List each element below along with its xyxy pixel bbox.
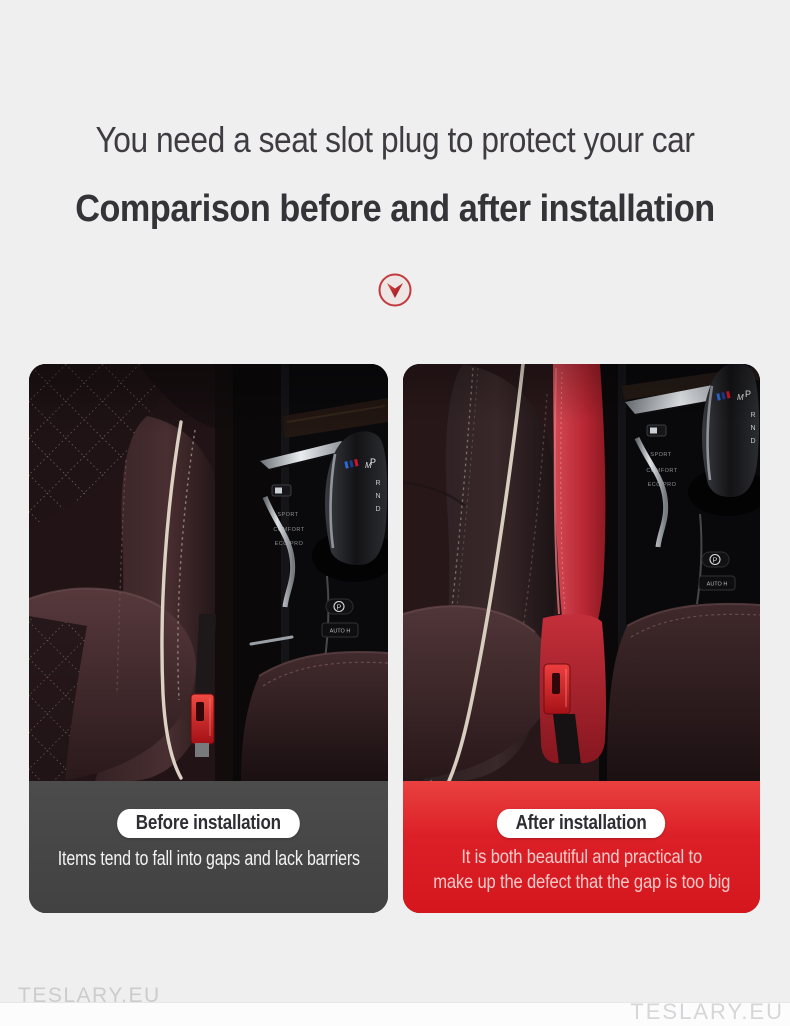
after-label: After installation	[515, 812, 648, 834]
before-label-pill	[117, 809, 299, 838]
sport-label: SPORT	[650, 452, 672, 458]
before-photo	[29, 364, 388, 781]
after-panel	[403, 364, 760, 913]
down-arrow-icon	[377, 272, 413, 308]
gear-n-label: N	[750, 425, 756, 432]
watermark-left: TESLARY.EU	[18, 984, 161, 1007]
eco-pro-label: ECO PRO	[647, 482, 677, 488]
sport-label: SPORT	[277, 512, 299, 518]
comparison-panels	[29, 364, 760, 913]
gear-d-label: D	[750, 438, 756, 445]
eco-pro-label: ECO PRO	[274, 541, 304, 547]
park-p-label: P	[336, 604, 342, 612]
gear-r-label: R	[375, 480, 381, 487]
m-letter: M	[365, 461, 372, 470]
after-photo-illustration	[403, 364, 760, 781]
after-caption-band	[403, 781, 760, 913]
comfort-label: COMFORT	[273, 527, 305, 533]
watermark-right: TESLARY.EU	[630, 999, 784, 1024]
auto-h-label: AUTO H	[706, 581, 728, 588]
arrow-row	[0, 272, 790, 308]
gear-d-label: D	[375, 506, 381, 513]
auto-h-label: AUTO H	[329, 628, 351, 635]
after-caption-line-1: It is both beautiful and practical to	[461, 846, 702, 868]
before-label: Before installation	[135, 812, 282, 834]
before-photo-illustration	[29, 364, 388, 781]
gear-n-label: N	[375, 493, 381, 500]
after-caption	[433, 845, 730, 895]
after-caption-line-2: make up the defect that the gap is too big	[433, 871, 730, 893]
page-title: You need a seat slot plug to protect your car	[95, 119, 695, 160]
before-panel	[29, 364, 388, 913]
shifter-p-label: P	[369, 457, 377, 467]
after-label-pill	[497, 809, 665, 838]
park-p-label: P	[712, 557, 718, 565]
before-caption-band	[29, 781, 388, 913]
after-photo	[403, 364, 760, 781]
page-subtitle: Comparison before and after installation	[75, 188, 715, 230]
before-caption: Items tend to fall into gaps and lack barriers	[57, 848, 360, 870]
comfort-label: COMFORT	[646, 468, 678, 474]
